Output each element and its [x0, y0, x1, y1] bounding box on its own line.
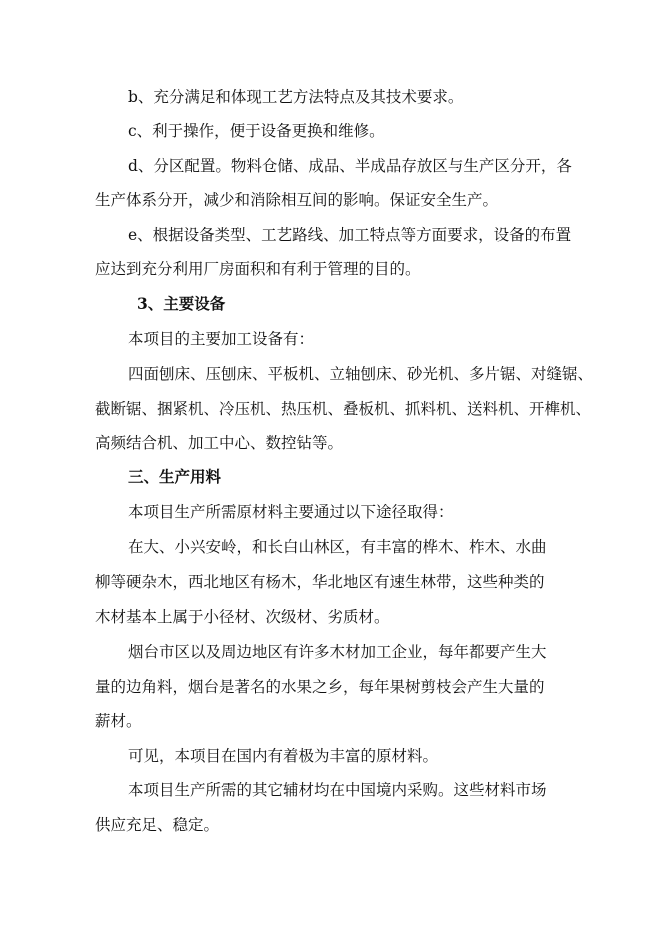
equipment-list-line2: 截断锯、捆紧机、冷压机、热压机、叠板机、抓料机、送料机、开榫机、: [95, 400, 592, 418]
equipment-list-line3: 高频结合机、加工中心、数控钻等。: [95, 434, 344, 452]
para-d-line2: 生产体系分开，减少和消除相互间的影响。保证安全生产。: [95, 191, 499, 209]
para-b: b、充分满足和体现工艺方法特点及其技术要求。: [128, 88, 464, 106]
section-heading-equipment: 3、主要设备: [137, 294, 226, 313]
para-c: c、利于操作，便于设备更换和维修。: [128, 122, 385, 140]
materials-para2-line3: 薪材。: [95, 712, 142, 730]
materials-para1-line3: 木材基本上属于小径材、次级材、劣质材。: [95, 608, 390, 626]
equipment-list-line1: 四面刨床、压刨床、平板机、立轴刨床、砂光机、多片锯、对缝锯、: [128, 365, 594, 383]
materials-para1-line2: 柳等硬杂木，西北地区有杨木，华北地区有速生林带，这些种类的: [95, 573, 545, 591]
materials-para4-line1: 本项目生产所需的其它辅材均在中国境内采购。这些材料市场: [128, 781, 547, 799]
materials-para1-line1: 在大、小兴安岭，和长白山林区，有丰富的桦木、柞木、水曲: [128, 538, 547, 556]
materials-para2-line1: 烟台市区以及周边地区有许多木材加工企业，每年都要产生大: [128, 643, 547, 661]
materials-para3: 可见，本项目在国内有着极为丰富的原材料。: [128, 747, 439, 765]
para-d-line1: d、分区配置。物料仓储、成品、半成品存放区与生产区分开，各: [128, 157, 572, 175]
para-e-line2: 应达到充分利用厂房面积和有利于管理的目的。: [95, 260, 421, 278]
section-heading-materials: 三、生产用料: [128, 467, 222, 486]
equipment-intro: 本项目的主要加工设备有：: [128, 330, 315, 348]
para-e-line1: e、根据设备类型、工艺路线、加工特点等方面要求，设备的布置: [128, 226, 572, 244]
materials-para4-line2: 供应充足、稳定。: [95, 816, 220, 834]
materials-para2-line2: 量的边角料，烟台是著名的水果之乡，每年果树剪枝会产生大量的: [95, 678, 545, 696]
materials-intro: 本项目生产所需原材料主要通过以下途径取得：: [128, 503, 454, 521]
